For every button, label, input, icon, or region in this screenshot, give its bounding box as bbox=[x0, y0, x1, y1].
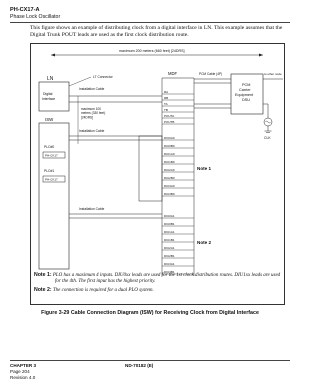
connection-diagram bbox=[31, 44, 286, 306]
plo1-card: PH-CK17 bbox=[45, 177, 58, 182]
lead-group-1 bbox=[162, 90, 194, 124]
footer-revision: Revision 4.0 bbox=[10, 375, 36, 380]
section-title: Phase Lock Oscillator bbox=[10, 14, 61, 20]
intro-paragraph: This figure shows an example of distributing clock from a digital interface in LN. This example assumes that the Digital Trunk POUT leads are used as the first clock distribution route. bbox=[30, 25, 283, 39]
mdf-lead-label: DIU2B0 bbox=[164, 176, 175, 180]
pcm-cable-label: PCM Cable (4P) bbox=[199, 72, 223, 76]
installation-cable-label-2: Installation Cable bbox=[79, 129, 105, 133]
notes-block bbox=[34, 272, 284, 294]
plo0-card: PH-CK17 bbox=[45, 153, 58, 158]
figure-frame bbox=[30, 43, 285, 305]
max-100-line1: maximum 100 bbox=[81, 107, 102, 111]
lead-group-3 bbox=[162, 214, 194, 274]
mdf-lead-label: DIU1A1 bbox=[164, 230, 175, 234]
max-100-line3: [24DRS] bbox=[81, 115, 94, 120]
note-2-label: Note 2: bbox=[34, 286, 52, 293]
clk-label: CLK bbox=[264, 136, 271, 140]
mdf-lead-label: TA bbox=[164, 102, 168, 106]
mdf-lead-label: DIU0A1 bbox=[164, 214, 175, 218]
note1-box bbox=[139, 136, 162, 201]
lt-connector-label: LT Connector bbox=[93, 75, 113, 79]
digital-interface-line2: Interface bbox=[42, 97, 56, 101]
mdf-lead-label: DIU2A0 bbox=[164, 168, 175, 172]
note1-tag: Note 1 bbox=[197, 166, 212, 171]
max-100-label bbox=[81, 107, 106, 119]
digital-interface-label bbox=[42, 92, 55, 101]
pcm-line4: DSU bbox=[242, 98, 251, 102]
pcm-line3: Equipment bbox=[235, 93, 254, 97]
digital-interface-line1: Digital bbox=[43, 92, 53, 96]
footer-rule bbox=[10, 360, 290, 361]
mdf-lead-label: DIU3A0 bbox=[164, 184, 175, 188]
installation-cable-label-3: Installation Cable bbox=[79, 207, 105, 211]
mdf-lead-label: DIU1B0 bbox=[164, 160, 175, 164]
note-1-text: PLO has a maximum 4 inputs. DIU0xx leads are used for the 1st clock distribution routes. DIU1xx leads are used for the 4th. The first input has the highest priority. bbox=[52, 273, 281, 285]
mdf-lead-label: DIU2B1 bbox=[164, 254, 175, 258]
to-other-node-label: to other node bbox=[264, 72, 282, 76]
plo0-label: PLO#0 bbox=[44, 145, 55, 149]
isw-label: ISW bbox=[45, 117, 54, 122]
note-1-label: Note 1: bbox=[34, 272, 52, 278]
header-rule bbox=[10, 22, 290, 23]
mdf-lead-label: DIU0B1 bbox=[164, 222, 175, 226]
lead-group-2 bbox=[162, 136, 194, 196]
mdf-lead-label: DIU3B1 bbox=[164, 270, 175, 274]
mdf-lead-label: DIU0B0 bbox=[164, 144, 175, 148]
mdf-lead-label: DIU3A1 bbox=[164, 262, 175, 266]
note2-tag: Note 2 bbox=[197, 240, 212, 245]
footer-doc-number: ND-70182 (E) bbox=[125, 363, 154, 368]
pcm-equipment-label bbox=[235, 83, 254, 102]
plo1-label: PLO#1 bbox=[44, 169, 55, 173]
note-2 bbox=[34, 287, 284, 294]
max-100-line2: meters (330 feet) bbox=[81, 111, 106, 116]
mdf-lead-label: DIU1B1 bbox=[164, 238, 175, 242]
figure-caption: Figure 3-29 Cable Connection Diagram (ISW) for Receiving Clock from Digital Interface bbox=[41, 310, 259, 316]
mdf-lead-label: DIU2A1 bbox=[164, 246, 175, 250]
mdf-lead-label: POUTB bbox=[164, 120, 175, 124]
mdf-lead-label: DIU0A0 bbox=[164, 136, 175, 140]
max-length-label: maximum 200 meters (660 feet) [24DRS] bbox=[119, 49, 185, 53]
pcm-line1: PCM bbox=[242, 83, 251, 87]
mdf-lead-label: DIU3B0 bbox=[164, 192, 175, 196]
note-2-text: The connection is required for a dual PLO system. bbox=[52, 287, 154, 293]
footer-page: Page 204 bbox=[10, 369, 30, 374]
mdf-lead-label: RB bbox=[164, 96, 169, 100]
note-1 bbox=[34, 272, 284, 286]
pcm-line2: Carrier bbox=[239, 88, 251, 92]
mdf-lead-label: TB bbox=[164, 108, 168, 112]
ln-label: LN bbox=[47, 76, 54, 82]
mdf-label: MDF bbox=[168, 71, 178, 76]
mdf-lead-label: RA bbox=[164, 90, 169, 94]
mdf-lead-label: DIU1A0 bbox=[164, 152, 175, 156]
installation-cable-label-1: Installation Cable bbox=[79, 87, 105, 91]
mdf-lead-label: POUTA bbox=[164, 114, 175, 118]
footer-chapter: CHAPTER 3 bbox=[10, 363, 37, 368]
doc-id: PH-CX17-A bbox=[10, 7, 40, 13]
